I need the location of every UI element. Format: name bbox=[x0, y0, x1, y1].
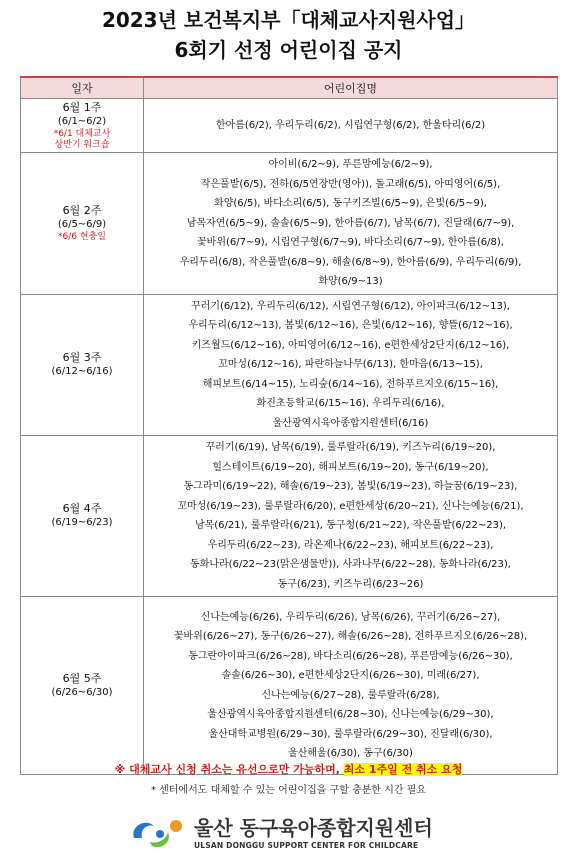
week-label: 6월 3주 bbox=[62, 350, 102, 364]
daycare-line: 화양(6/9~13) bbox=[318, 276, 383, 287]
daycare-list-cell bbox=[144, 294, 558, 436]
table-header-row bbox=[21, 77, 558, 99]
daycare-line: 우리두리(6/12~13), 봄빛(6/12~16), 은빛(6/12~16), 향뜰(6/12~16), bbox=[188, 320, 513, 331]
schedule-note: *6/6 현충일 bbox=[58, 231, 106, 242]
date-range: (6/26~6/30) bbox=[51, 686, 113, 698]
daycare-line: 꾸러기(6/12), 우리두리(6/12), 시립연구형(6/12), 아이파크(6/12~13), bbox=[191, 300, 510, 312]
daycare-list bbox=[144, 606, 557, 766]
daycare-line: 솔솔(6/26~30), e편한세상2단지(6/26~30), 미래(6/27), bbox=[221, 670, 480, 681]
daycare-line: 동화나라(6/22~23(맑은샘물반)), 사과나무(6/22~28), 동화나라(6/23), bbox=[190, 559, 511, 570]
daycare-line: 해피보트(6/14~15), 노리숲(6/14~16), 전하푸르지오(6/15~16), bbox=[202, 378, 499, 390]
daycare-line: 한아름(6/2), 우리두리(6/2), 시립연구형(6/2), 한울타리(6/2) bbox=[215, 119, 486, 131]
footer-note: * 센터에서도 대체할 수 있는 어린이집을 구할 충분한 시간 필요 bbox=[150, 785, 427, 796]
schedule-body bbox=[21, 99, 558, 775]
daycare-line: 동그란아이파크(6/26~28), 바다소리(6/26~28), 푸른맘예능(6/26~30), bbox=[188, 650, 513, 662]
daycare-line: 동그라미(6/19~22), 해솔(6/19~23), 봄빛(6/19~23), 하늘꿈(6/19~23), bbox=[183, 481, 518, 492]
table-row bbox=[21, 597, 558, 775]
daycare-line: 남목자연(6/5~9), 솔솔(6/5~9), 한아름(6/7), 남목(6/7), 진달래(6/7~9), bbox=[186, 217, 515, 229]
daycare-line: 남목(6/21), 룰루랄라(6/21), 동구청(6/21~22), 작은풀밭(6/22~23), bbox=[194, 520, 507, 531]
daycare-list-cell bbox=[144, 99, 558, 153]
cancel-warning-highlight: 최소 1주일 전 취소 요청 bbox=[343, 763, 463, 776]
daycare-line: 꾸러기(6/19), 남목(6/19), 룰루랄라(6/19), 키즈누리(6/19~20), bbox=[205, 442, 496, 453]
daycare-list bbox=[144, 295, 557, 436]
table-row bbox=[21, 153, 558, 295]
date-cell bbox=[21, 597, 144, 775]
daycare-list bbox=[144, 153, 557, 294]
daycare-line: 화양(6/5), 바다소리(6/5), 동구키즈빌(6/5~9), 은빛(6/5~9), bbox=[214, 198, 487, 209]
center-name: 울산 동구육아종합지원센터 bbox=[194, 816, 433, 840]
week-label: 6월 2주 bbox=[62, 203, 102, 217]
daycare-line: 화진초등학교(6/15~16), 우리두리(6/16), bbox=[256, 398, 445, 409]
week-label: 6월 4주 bbox=[62, 502, 102, 515]
daycare-line: 힐스테이트(6/19~20), 해피보트(6/19~20), 동구(6/19~20), bbox=[212, 461, 489, 473]
schedule-note: *6/1 대체교사 bbox=[53, 128, 111, 139]
center-logo bbox=[128, 816, 458, 852]
date-cell bbox=[21, 294, 144, 436]
table-row bbox=[21, 294, 558, 436]
daycare-line: 울산광역시육아종합지원센터(6/28~30), 신나는예능(6/29~30), bbox=[207, 709, 494, 720]
daycare-line: 키즈월드(6/12~16), 아띠영어(6/12~16), e편한세상2단지(6/12~16), bbox=[191, 339, 510, 351]
center-subtitle: ULSAN DONGGU SUPPORT CENTER FOR CHILDCARE bbox=[194, 841, 419, 850]
title-line-2: 6회기 선정 어린이집 공지 bbox=[174, 38, 403, 62]
daycare-line: 울산광역시육아종합지원센터(6/16) bbox=[272, 417, 429, 429]
table-row bbox=[21, 436, 558, 597]
date-range: (6/12~6/16) bbox=[51, 365, 113, 377]
date-range: (6/5~6/9) bbox=[57, 218, 107, 230]
daycare-list bbox=[144, 114, 557, 138]
daycare-list-cell bbox=[144, 597, 558, 775]
daycare-line: 우리두리(6/22~23), 라온제나(6/22~23), 해피보트(6/22~23), bbox=[207, 539, 494, 551]
daycare-line: 꽃바위(6/7~9), 시립연구형(6/7~9), 바다소리(6/7~9), 한아름(6/8), bbox=[197, 237, 504, 248]
daycare-line: 아이비(6/2~9), 푸른맘예능(6/2~9), bbox=[268, 159, 433, 170]
daycare-list bbox=[144, 436, 557, 596]
cancel-warning-text: ※ 대체교사 신청 취소는 유선으로만 가능하며, bbox=[114, 763, 340, 776]
cancel-warning bbox=[0, 761, 577, 777]
week-label: 6월 1주 bbox=[62, 100, 102, 114]
daycare-line: 신나는예능(6/27~28), 룰루랄라(6/28), bbox=[261, 689, 440, 701]
daycare-line: 꼬마성(6/12~16), 파란하늘나무(6/13), 한마음(6/13~15), bbox=[218, 359, 483, 370]
schedule-note: 상반기 워크숍 bbox=[54, 139, 110, 150]
daycare-line: 작은풀밭(6/5), 전하(6/5연장반(영아)), 돌고래(6/5), 아띠영어(6/5), bbox=[200, 178, 501, 190]
daycare-line: 울산해울(6/30), 동구(6/30) bbox=[288, 748, 413, 759]
daycare-line: 동구(6/23), 키즈누리(6/23~26) bbox=[277, 578, 424, 590]
page-title bbox=[0, 0, 577, 65]
date-range: (6/19~6/23) bbox=[51, 517, 113, 528]
header-date: 일자 bbox=[21, 77, 144, 99]
daycare-line: 신나는예능(6/26), 우리두리(6/26), 남목(6/26), 꾸러기(6/26~27), bbox=[200, 611, 501, 623]
daycare-line: 울산대학교병원(6/29~30), 룰루랄라(6/29~30), 진달래(6/30), bbox=[208, 728, 493, 740]
daycare-line: 꼬마성(6/19~23), 룰루랄라(6/20), e편한세상(6/20~21), 신나는예능(6/21), bbox=[177, 500, 524, 512]
title-line-1: 2023년 보건복지부「대체교사지원사업」 bbox=[101, 8, 476, 32]
date-cell bbox=[21, 153, 144, 295]
header-daycare-name: 어린이집명 bbox=[144, 77, 558, 99]
table-row bbox=[21, 99, 558, 153]
date-cell bbox=[21, 99, 144, 153]
date-cell bbox=[21, 436, 144, 597]
daycare-line: 꽃바위(6/26~27), 동구(6/26~27), 해솔(6/26~28), 전하푸르지오(6/26~28), bbox=[173, 631, 528, 642]
week-label: 6월 5주 bbox=[62, 671, 102, 685]
schedule-table bbox=[20, 76, 558, 775]
center-logo-icon bbox=[128, 816, 188, 852]
daycare-list-cell bbox=[144, 436, 558, 597]
daycare-line: 우리두리(6/8), 작은풀밭(6/8~9), 해솔(6/8~9), 한아름(6/9), 우리두리(6/9), bbox=[179, 256, 522, 268]
date-range: (6/1~6/2) bbox=[57, 115, 107, 127]
daycare-list-cell bbox=[144, 153, 558, 295]
